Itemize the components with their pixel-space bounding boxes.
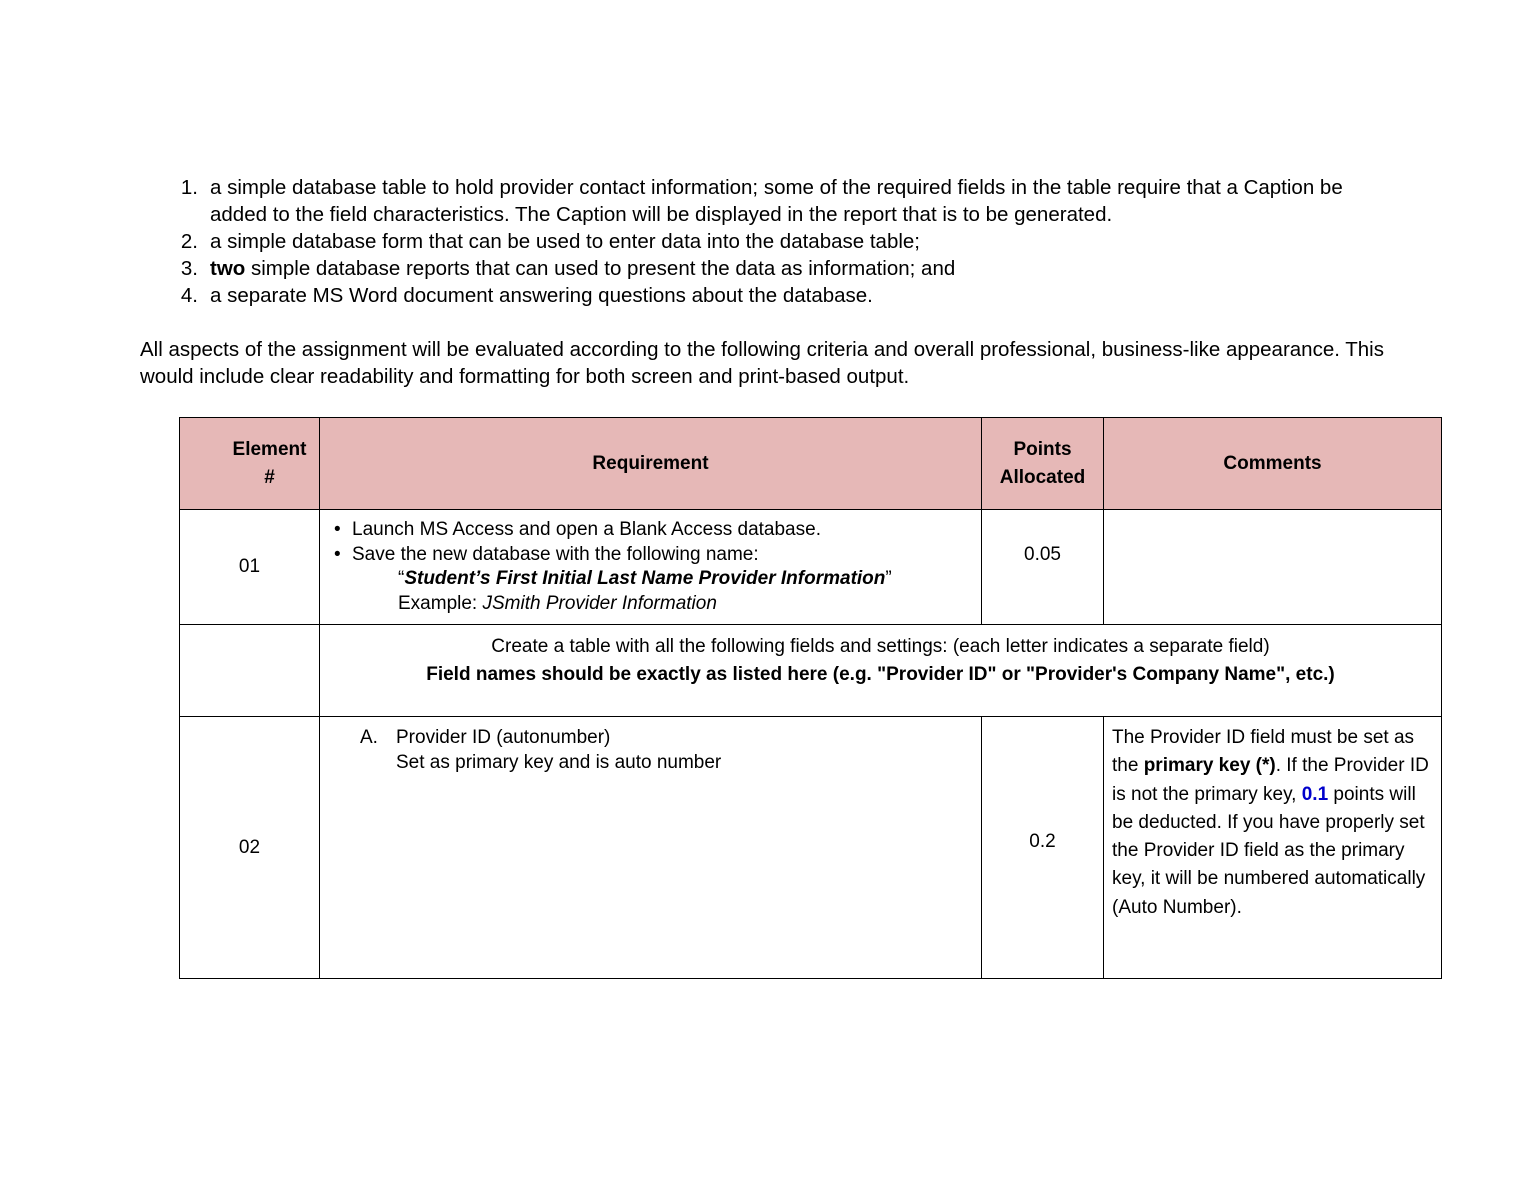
list-item [140, 228, 1400, 255]
deduction-value: 0.1 [1301, 783, 1329, 805]
bullet-text: Launch MS Access and open a Blank Access database. [352, 519, 821, 540]
comment-text: The Provider ID field must be set as the [1112, 727, 1415, 777]
name-format-text: Student’s First Initial Last Name Provider Information [404, 568, 886, 589]
header-points-line1: Points [1013, 438, 1072, 460]
comments-cell [1104, 510, 1442, 625]
list-item [140, 282, 1400, 309]
element-cell [180, 625, 320, 717]
header-element-line1: Element [232, 438, 307, 460]
list-item [140, 255, 1400, 282]
deliverables-list [140, 174, 1400, 309]
points-cell: 0.2 [982, 717, 1104, 979]
list-text: a simple database table to hold provider contact information; some of the required fields in the table require that a Caption be added to the field characteristics. The Caption will be displayed in the report that is to be generated. [210, 176, 1343, 226]
header-requirement: Requirement [320, 418, 982, 510]
bullet-text: Save the new database with the following name: [352, 543, 759, 565]
requirement-cell [320, 717, 982, 979]
list-number: 2. [180, 230, 198, 253]
example-value: JSmith Provider Information [482, 592, 717, 614]
header-element [180, 418, 320, 510]
name-example [334, 592, 975, 617]
criteria-table [179, 417, 1442, 979]
instructions-line: Create a table with all the following fields and settings: (each letter indicates a separate field) [491, 636, 1270, 657]
comment-text: . If the Provider ID is not the primary key, [1112, 755, 1429, 805]
bullet-icon: • [334, 519, 341, 540]
bullet-item [334, 543, 975, 568]
element-cell: 02 [180, 717, 320, 979]
table-row [180, 625, 1442, 717]
list-item [140, 174, 1400, 228]
requirement-cell [320, 510, 982, 625]
example-label: Example: [398, 592, 483, 614]
header-points [982, 418, 1104, 510]
list-bold-text: two [210, 257, 246, 280]
comment-bold: primary key (*) [1143, 755, 1276, 777]
element-cell: 01 [180, 510, 320, 625]
list-text: a separate MS Word document answering questions about the database. [210, 284, 873, 307]
list-number: 1. [180, 176, 198, 199]
list-text [210, 255, 1400, 282]
comments-cell [1104, 717, 1442, 979]
close-quote: ” [885, 568, 892, 589]
list-text: a simple database form that can be used to enter data into the database table; [210, 230, 921, 253]
field-name: Provider ID (autonumber) [396, 727, 611, 748]
header-element-line2: # [264, 466, 275, 488]
open-quote: “ [398, 568, 405, 589]
table-header-row [180, 418, 1442, 510]
name-format [334, 567, 975, 592]
list-text-rest: simple database reports that can used to present the data as information; and [245, 257, 956, 280]
points-cell: 0.05 [982, 510, 1104, 625]
evaluation-paragraph: All aspects of the assignment will be evaluated according to the following criteria and overall professional, business-like appearance. This would include clear readability and formatting for both screen and print-based output. [140, 338, 1384, 388]
table-row [180, 717, 1442, 979]
header-comments: Comments [1104, 418, 1442, 510]
field-setting: Set as primary key and is auto number [396, 752, 722, 773]
bullet-icon: • [334, 543, 341, 565]
comment-text: points will be deducted. If you have properly set the Provider ID field as the primary key, it will be numbered automatically (Auto Number). [1112, 783, 1426, 918]
bullet-item [334, 518, 975, 543]
table-instructions [320, 625, 1442, 717]
list-number: 4. [180, 284, 198, 307]
field-letter: A. [360, 727, 378, 748]
list-number: 3. [180, 257, 198, 280]
field-item [360, 725, 975, 775]
header-points-line2: Allocated [999, 466, 1086, 488]
instructions-bold-line: Field names should be exactly as listed here (e.g. "Provider ID" or "Provider's Company Name", etc.) [426, 664, 1335, 685]
table-row [180, 510, 1442, 625]
